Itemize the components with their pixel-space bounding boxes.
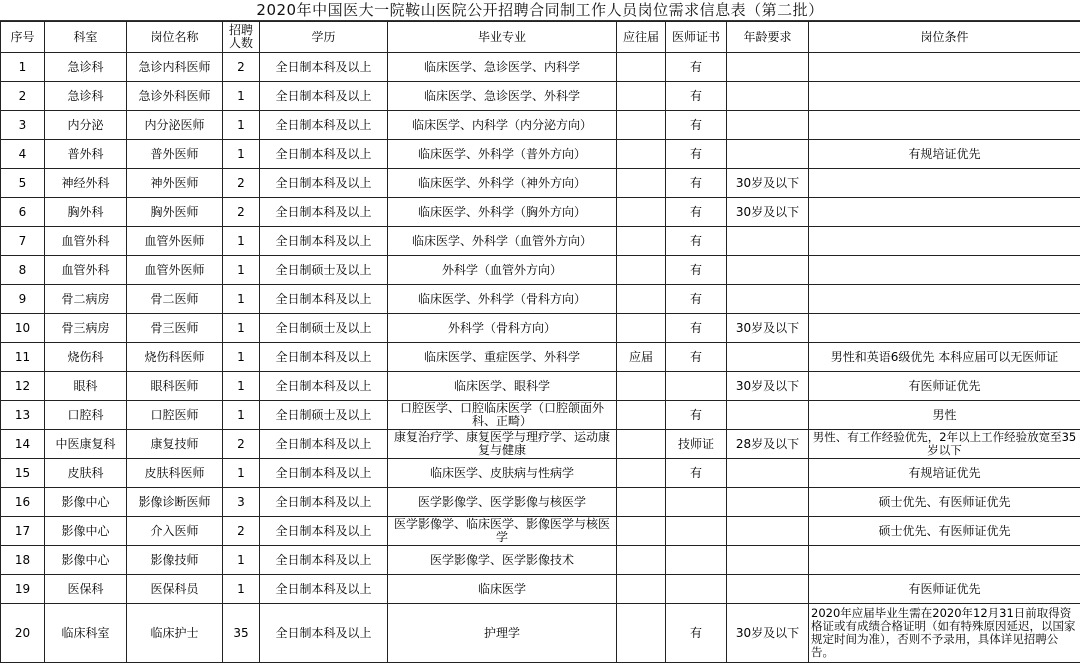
cell-cond: 男性、有工作经验优先，2年以上工作经验放宽至35岁以下	[809, 430, 1080, 459]
cell-post: 血管外医师	[127, 256, 223, 285]
cell-edu: 全日制本科及以上	[260, 430, 388, 459]
table-row	[1, 517, 1080, 546]
cell-count: 1	[223, 314, 260, 343]
cell-dept: 影像中心	[45, 488, 127, 517]
cell-cert: 有	[666, 198, 727, 227]
cell-age	[727, 343, 809, 372]
header-age: 年龄要求	[727, 22, 809, 53]
cell-post: 内分泌医师	[127, 111, 223, 140]
cell-dept: 内分泌	[45, 111, 127, 140]
cell-edu: 全日制本科及以上	[260, 517, 388, 546]
cell-cert: 有	[666, 140, 727, 169]
cell-fresh	[617, 198, 666, 227]
cell-major: 外科学（血管外方向）	[388, 256, 617, 285]
cell-cert: 有	[666, 227, 727, 256]
cell-count: 2	[223, 430, 260, 459]
cell-post: 医保科员	[127, 575, 223, 604]
table-row	[1, 401, 1080, 430]
cell-cond: 有医师证优先	[809, 575, 1080, 604]
cell-count: 3	[223, 488, 260, 517]
cell-edu: 全日制本科及以上	[260, 604, 388, 663]
cell-major: 临床医学、急诊医学、外科学	[388, 82, 617, 111]
cell-age	[727, 53, 809, 82]
cell-dept: 神经外科	[45, 169, 127, 198]
cell-dept: 普外科	[45, 140, 127, 169]
cell-major: 康复治疗学、康复医学与理疗学、运动康复与健康	[388, 430, 617, 459]
cell-major: 护理学	[388, 604, 617, 663]
cell-count: 2	[223, 198, 260, 227]
table-row	[1, 459, 1080, 488]
cell-no: 14	[1, 430, 45, 459]
header-cert: 医师证书	[666, 22, 727, 53]
cell-major: 临床医学、外科学（胸外方向）	[388, 198, 617, 227]
page-title: 2020年中国医大一院鞍山医院公开招聘合同制工作人员岗位需求信息表（第二批）	[0, 0, 1080, 21]
cell-post: 影像诊断医师	[127, 488, 223, 517]
cell-edu: 全日制本科及以上	[260, 575, 388, 604]
cell-fresh	[617, 459, 666, 488]
cell-no: 16	[1, 488, 45, 517]
cell-count: 1	[223, 82, 260, 111]
cell-count: 1	[223, 140, 260, 169]
cell-post: 骨二医师	[127, 285, 223, 314]
table-row	[1, 314, 1080, 343]
cell-fresh	[617, 285, 666, 314]
cell-dept: 骨三病房	[45, 314, 127, 343]
cell-dept: 影像中心	[45, 517, 127, 546]
cell-major: 临床医学	[388, 575, 617, 604]
cell-major: 临床医学、眼科学	[388, 372, 617, 401]
table-body	[1, 53, 1080, 663]
cell-cert	[666, 546, 727, 575]
cell-cond: 有规培证优先	[809, 140, 1080, 169]
cell-age	[727, 256, 809, 285]
cell-major: 临床医学、外科学（血管外方向）	[388, 227, 617, 256]
cell-major: 医学影像学、医学影像与核医学	[388, 488, 617, 517]
cell-fresh	[617, 111, 666, 140]
cell-age	[727, 82, 809, 111]
cell-dept: 烧伤科	[45, 343, 127, 372]
header-post: 岗位名称	[127, 22, 223, 53]
cell-dept: 骨二病房	[45, 285, 127, 314]
cell-major: 外科学（骨科方向）	[388, 314, 617, 343]
cell-edu: 全日制本科及以上	[260, 140, 388, 169]
header-dept: 科室	[45, 22, 127, 53]
cell-edu: 全日制本科及以上	[260, 285, 388, 314]
table-row	[1, 198, 1080, 227]
table-row	[1, 53, 1080, 82]
cell-dept: 医保科	[45, 575, 127, 604]
cell-dept: 急诊科	[45, 82, 127, 111]
cell-edu: 全日制本科及以上	[260, 169, 388, 198]
cell-count: 1	[223, 575, 260, 604]
table-row	[1, 604, 1080, 663]
cell-major: 临床医学、急诊医学、内科学	[388, 53, 617, 82]
cell-fresh	[617, 517, 666, 546]
cell-post: 急诊外科医师	[127, 82, 223, 111]
cell-fresh	[617, 488, 666, 517]
cell-post: 胸外医师	[127, 198, 223, 227]
cell-fresh	[617, 314, 666, 343]
cell-dept: 血管外科	[45, 227, 127, 256]
cell-post: 骨三医师	[127, 314, 223, 343]
cell-age	[727, 575, 809, 604]
cell-post: 影像技师	[127, 546, 223, 575]
cell-age	[727, 140, 809, 169]
cell-post: 普外医师	[127, 140, 223, 169]
cell-count: 1	[223, 546, 260, 575]
cell-cert: 有	[666, 604, 727, 663]
cell-cert	[666, 372, 727, 401]
cell-post: 临床护士	[127, 604, 223, 663]
cell-major: 临床医学、外科学（神外方向）	[388, 169, 617, 198]
cell-cond	[809, 82, 1080, 111]
cell-no: 8	[1, 256, 45, 285]
cell-count: 2	[223, 517, 260, 546]
cell-fresh	[617, 575, 666, 604]
cell-age: 30岁及以下	[727, 604, 809, 663]
cell-no: 15	[1, 459, 45, 488]
cell-fresh	[617, 604, 666, 663]
cell-no: 2	[1, 82, 45, 111]
cell-post: 口腔医师	[127, 401, 223, 430]
header-count	[223, 22, 260, 53]
cell-post: 康复技师	[127, 430, 223, 459]
cell-dept: 影像中心	[45, 546, 127, 575]
cell-cond	[809, 111, 1080, 140]
table-row	[1, 575, 1080, 604]
cell-cond	[809, 227, 1080, 256]
cell-post: 血管外医师	[127, 227, 223, 256]
table-row	[1, 140, 1080, 169]
cell-edu: 全日制本科及以上	[260, 198, 388, 227]
cell-cond: 硕士优先、有医师证优先	[809, 488, 1080, 517]
cell-fresh	[617, 82, 666, 111]
cell-dept: 胸外科	[45, 198, 127, 227]
cell-age	[727, 488, 809, 517]
cell-major: 医学影像学、医学影像技术	[388, 546, 617, 575]
cell-no: 17	[1, 517, 45, 546]
cell-post: 神外医师	[127, 169, 223, 198]
table-row	[1, 546, 1080, 575]
cell-edu: 全日制本科及以上	[260, 82, 388, 111]
cell-no: 4	[1, 140, 45, 169]
cell-age	[727, 546, 809, 575]
cell-cert: 有	[666, 343, 727, 372]
cell-no: 11	[1, 343, 45, 372]
cell-cond	[809, 169, 1080, 198]
cell-major: 临床医学、外科学（骨科方向）	[388, 285, 617, 314]
cell-post: 烧伤科医师	[127, 343, 223, 372]
cell-fresh	[617, 372, 666, 401]
cell-major: 临床医学、内科学（内分泌方向）	[388, 111, 617, 140]
cell-no: 5	[1, 169, 45, 198]
cell-no: 1	[1, 53, 45, 82]
header-count-line1: 招聘	[228, 23, 253, 37]
cell-cond: 男性和英语6级优先 本科应届可以无医师证	[809, 343, 1080, 372]
cell-fresh	[617, 546, 666, 575]
cell-no: 12	[1, 372, 45, 401]
cell-cond: 男性	[809, 401, 1080, 430]
cell-cert	[666, 575, 727, 604]
cell-age	[727, 285, 809, 314]
cell-fresh	[617, 140, 666, 169]
cell-fresh	[617, 401, 666, 430]
cell-major: 临床医学、外科学（普外方向）	[388, 140, 617, 169]
cell-count: 1	[223, 256, 260, 285]
cell-dept: 皮肤科	[45, 459, 127, 488]
cell-edu: 全日制硕士及以上	[260, 256, 388, 285]
cell-age: 30岁及以下	[727, 372, 809, 401]
cell-post: 急诊内科医师	[127, 53, 223, 82]
cell-fresh	[617, 256, 666, 285]
cell-no: 10	[1, 314, 45, 343]
cell-cond	[809, 314, 1080, 343]
cell-edu: 全日制本科及以上	[260, 488, 388, 517]
cell-no: 19	[1, 575, 45, 604]
table-row	[1, 82, 1080, 111]
cell-major: 临床医学、重症医学、外科学	[388, 343, 617, 372]
cell-cond: 有规培证优先	[809, 459, 1080, 488]
cell-edu: 全日制本科及以上	[260, 372, 388, 401]
cell-cond	[809, 198, 1080, 227]
cell-cond	[809, 53, 1080, 82]
cell-cond: 有医师证优先	[809, 372, 1080, 401]
cell-age	[727, 401, 809, 430]
table-row	[1, 372, 1080, 401]
cell-dept: 中医康复科	[45, 430, 127, 459]
cell-cert: 有	[666, 53, 727, 82]
cell-cert: 有	[666, 285, 727, 314]
cell-cert: 有	[666, 169, 727, 198]
cell-major: 临床医学、皮肤病与性病学	[388, 459, 617, 488]
cell-dept: 眼科	[45, 372, 127, 401]
table-row	[1, 111, 1080, 140]
cell-edu: 全日制本科及以上	[260, 227, 388, 256]
cell-age: 30岁及以下	[727, 169, 809, 198]
cell-cert: 有	[666, 401, 727, 430]
cell-cert: 技师证	[666, 430, 727, 459]
cell-age	[727, 459, 809, 488]
table-row	[1, 343, 1080, 372]
cell-cond: 2020年应届毕业生需在2020年12月31日前取得资格证或有成绩合格证明（如有特殊原因延迟，以国家规定时间为准），否则不予录用，具体详见招聘公告。	[809, 604, 1080, 663]
cell-dept: 血管外科	[45, 256, 127, 285]
cell-edu: 全日制本科及以上	[260, 546, 388, 575]
cell-fresh: 应届	[617, 343, 666, 372]
cell-no: 9	[1, 285, 45, 314]
cell-cert: 有	[666, 314, 727, 343]
header-edu: 学历	[260, 22, 388, 53]
cell-age	[727, 227, 809, 256]
table-row	[1, 285, 1080, 314]
cell-count: 35	[223, 604, 260, 663]
cell-cond: 硕士优先、有医师证优先	[809, 517, 1080, 546]
cell-cert: 有	[666, 256, 727, 285]
cell-post: 皮肤科医师	[127, 459, 223, 488]
table-row	[1, 430, 1080, 459]
cell-count: 1	[223, 227, 260, 256]
cell-no: 13	[1, 401, 45, 430]
cell-cond	[809, 256, 1080, 285]
cell-no: 18	[1, 546, 45, 575]
cell-age: 30岁及以下	[727, 198, 809, 227]
header-count-line2: 人数	[228, 36, 253, 50]
cell-cert	[666, 488, 727, 517]
cell-count: 2	[223, 53, 260, 82]
header-major: 毕业专业	[388, 22, 617, 53]
header-fresh: 应往届	[617, 22, 666, 53]
cell-cert	[666, 517, 727, 546]
table-row	[1, 488, 1080, 517]
cell-edu: 全日制本科及以上	[260, 53, 388, 82]
cell-cert: 有	[666, 111, 727, 140]
header-row	[1, 22, 1080, 53]
cell-no: 6	[1, 198, 45, 227]
cell-cert: 有	[666, 459, 727, 488]
cell-count: 1	[223, 401, 260, 430]
cell-fresh	[617, 53, 666, 82]
cell-fresh	[617, 430, 666, 459]
header-no: 序号	[1, 22, 45, 53]
recruitment-table	[0, 21, 1080, 663]
cell-count: 1	[223, 459, 260, 488]
cell-no: 20	[1, 604, 45, 663]
cell-no: 7	[1, 227, 45, 256]
table-row	[1, 169, 1080, 198]
cell-count: 2	[223, 169, 260, 198]
cell-age: 30岁及以下	[727, 314, 809, 343]
cell-fresh	[617, 227, 666, 256]
cell-edu: 全日制本科及以上	[260, 343, 388, 372]
cell-fresh	[617, 169, 666, 198]
cell-major: 口腔医学、口腔临床医学（口腔颌面外科、正畸）	[388, 401, 617, 430]
cell-edu: 全日制硕士及以上	[260, 401, 388, 430]
cell-cond	[809, 285, 1080, 314]
cell-edu: 全日制本科及以上	[260, 111, 388, 140]
cell-count: 1	[223, 111, 260, 140]
cell-age	[727, 517, 809, 546]
cell-dept: 临床科室	[45, 604, 127, 663]
cell-count: 1	[223, 372, 260, 401]
cell-dept: 急诊科	[45, 53, 127, 82]
cell-count: 1	[223, 343, 260, 372]
cell-age	[727, 111, 809, 140]
table-row	[1, 256, 1080, 285]
cell-dept: 口腔科	[45, 401, 127, 430]
cell-count: 1	[223, 285, 260, 314]
cell-major: 医学影像学、临床医学、影像医学与核医学	[388, 517, 617, 546]
cell-edu: 全日制硕士及以上	[260, 314, 388, 343]
cell-age: 28岁及以下	[727, 430, 809, 459]
cell-edu: 全日制本科及以上	[260, 459, 388, 488]
cell-post: 介入医师	[127, 517, 223, 546]
cell-cert: 有	[666, 82, 727, 111]
cell-post: 眼科医师	[127, 372, 223, 401]
cell-no: 3	[1, 111, 45, 140]
table-row	[1, 227, 1080, 256]
cell-cond	[809, 546, 1080, 575]
header-cond: 岗位条件	[809, 22, 1080, 53]
